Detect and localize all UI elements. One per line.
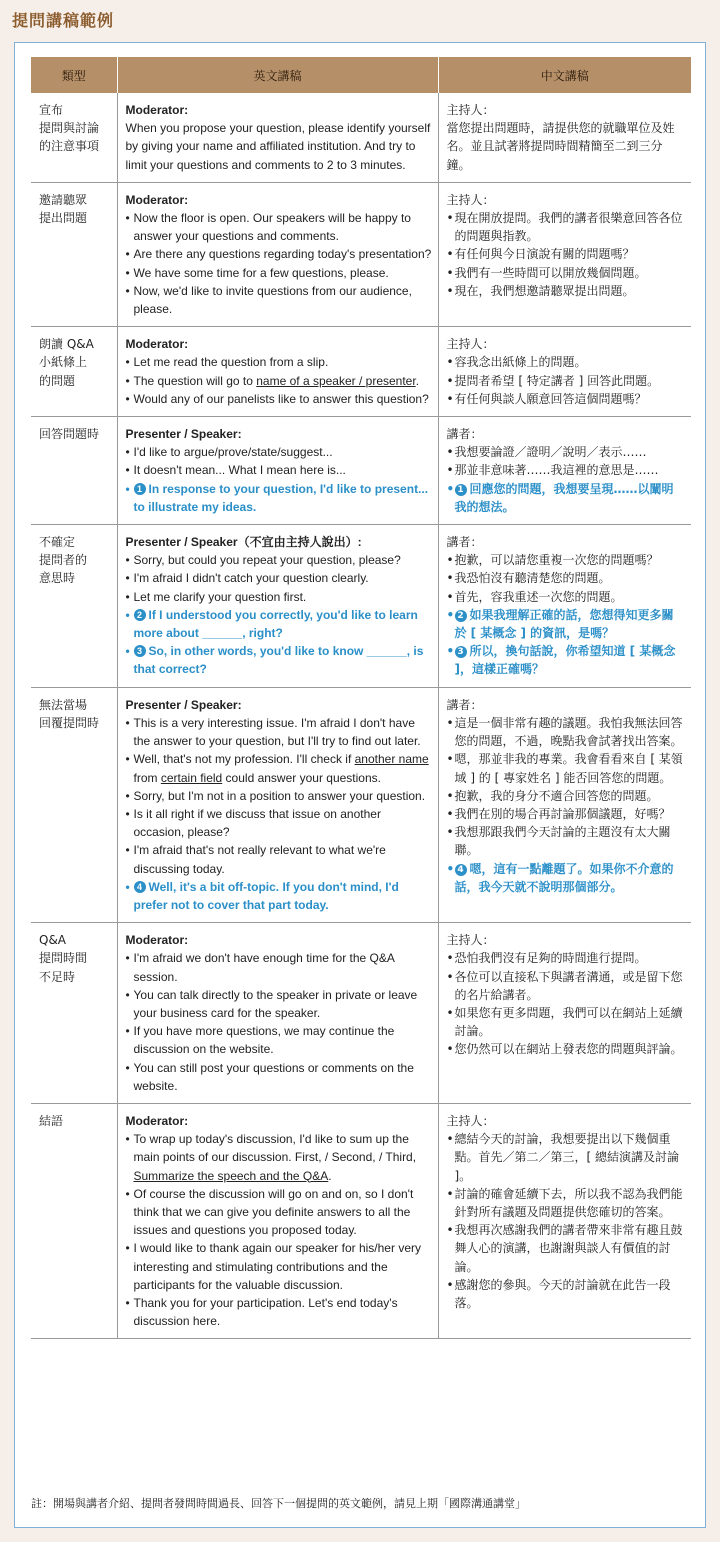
english-cell (117, 687, 438, 922)
chinese-cell (438, 1103, 691, 1338)
table-row (31, 182, 691, 326)
list-item: • 有任何與談人願意回答這個問題嗎？ (447, 390, 686, 408)
type-cell (31, 182, 117, 326)
speaker-label: 講者： (446, 535, 483, 550)
speaker-label: Presenter / Speaker（不宜由主持人說出）: (125, 535, 362, 550)
chinese-cell (438, 93, 691, 182)
list-item: • 現在開放提問。我們的講者很樂意回答各位的問題與指教。 (447, 209, 686, 245)
english-cell (117, 93, 438, 182)
type-line: 不確定 (39, 535, 76, 550)
chinese-cell (438, 182, 691, 326)
footnote: 註：開場與講者介紹、提問者發問時間過長、回答下一個提問的英文範例，請見上期「國際溝通講堂」 (31, 1497, 526, 1510)
number-badge: 3 (455, 646, 467, 658)
type-line: 回覆提問時 (39, 715, 100, 730)
type-line: 朗讀 Q&A (39, 337, 94, 352)
type-cell (31, 687, 117, 922)
highlight-item (447, 860, 686, 896)
table-row (31, 1103, 691, 1338)
type-cell (31, 93, 117, 182)
header-type: 類型 (31, 57, 117, 93)
list-item: • Let me clarify your question first. (126, 588, 432, 606)
type-line: 的問題 (39, 373, 76, 388)
table-row (31, 417, 691, 525)
list-item: • 抱歉，可以請您重複一次您的問題嗎？ (447, 551, 686, 569)
english-text: When you propose your question, please identify yourself by giving your name and affiliated institution. And try to limit your questions and comments to 2 to 3 minutes. (125, 121, 431, 172)
table-row (31, 525, 691, 688)
list-item: • 恐怕我們沒有足夠的時間進行提問。 (447, 949, 686, 967)
list-item: • It doesn't mean... What I mean here is... (126, 461, 432, 479)
list-item: • 您仍然可以在網站上發表您的問題與評論。 (447, 1040, 686, 1058)
english-cell (117, 923, 438, 1104)
list-item: • Would any of our panelists like to answer this question? (126, 390, 432, 408)
placeholder-text: name of a speaker / presenter (256, 373, 416, 388)
list-item: • 如果您有更多問題，我們可以在網站上延續討論。 (447, 1004, 686, 1040)
list-item: • This is a very interesting issue. I'm afraid I don't have the answer to your question, but I'll try to find out later. (126, 714, 432, 750)
speaker-label: Presenter / Speaker: (125, 697, 242, 712)
list-item: • Now the floor is open. Our speakers will be happy to answer your questions and comments. (126, 209, 432, 245)
list-item: • 感謝您的參與。今天的討論就在此告一段落。 (447, 1276, 686, 1312)
header-chinese: 中文講稿 (438, 57, 691, 93)
list-item: • 容我念出紙條上的問題。 (447, 353, 686, 371)
number-badge: 2 (134, 609, 146, 621)
speaker-label: 主持人： (446, 103, 495, 117)
chinese-cell (438, 327, 691, 417)
number-badge: 1 (455, 484, 467, 496)
text-part: Well, that's not my profession. I'll check if (133, 752, 355, 767)
content-frame (14, 42, 706, 1528)
number-badge: 3 (134, 645, 146, 657)
list-item: • 首先，容我重述一次您的問題。 (447, 588, 686, 606)
list-item: • Sorry, but I'm not in a position to answer your question. (126, 787, 432, 805)
type-cell (31, 923, 117, 1104)
highlight-text: In response to your question, I'd like to present... to illustrate my ideas. (133, 481, 429, 514)
type-cell (31, 327, 117, 417)
speaker-label: Moderator: (125, 933, 189, 948)
type-line: Q&A (39, 933, 67, 948)
type-line: 不足時 (39, 969, 76, 984)
header-english: 英文講稿 (117, 57, 438, 93)
placeholder-text: certain field (160, 770, 223, 785)
table-header-row (31, 57, 691, 93)
placeholder-text: Summarize the speech and the Q&A (133, 1168, 329, 1183)
speaker-label: 主持人： (446, 1113, 495, 1128)
speaker-label: 主持人： (446, 933, 495, 948)
type-cell (31, 525, 117, 688)
list-item: • 我想那跟我們今天討論的主題沒有太大關聯。 (447, 823, 686, 859)
list-item: • I'm afraid we don't have enough time for the Q&A session. (126, 949, 432, 985)
highlight-text: So, in other words, you'd like to know ______, is that correct? (133, 644, 424, 677)
list-item: • 各位可以直接私下與講者溝通，或是留下您的名片給講者。 (447, 968, 686, 1004)
number-badge: 2 (455, 610, 467, 622)
list-item: • We have some time for a few questions, please. (126, 264, 432, 282)
chinese-text: 當您提出問題時，請提供您的就職單位及姓名。並且試著將提問時間精簡至二到三分鐘。 (446, 121, 675, 172)
speech-script-table (31, 57, 691, 1339)
list-item: • 抱歉，我的身分不適合回答您的問題。 (447, 787, 686, 805)
list-item: • 討論的確會延續下去，所以我不認為我們能針對所有議題及問題提供您確切的答案。 (447, 1185, 686, 1221)
highlight-text: 如果我理解正確的話，您想得知更多關於 [ 某概念 ] 的資訊，是嗎？ (454, 607, 674, 641)
highlight-item (447, 480, 686, 516)
list-item: • Now, we'd like to invite questions from our audience, please. (126, 282, 432, 318)
english-cell (117, 327, 438, 417)
type-cell (31, 1103, 117, 1338)
list-item: • 嗯，那並非我的專業。我會看看來自 [ 某領域 ] 的 [ 專家姓名 ] 能否回答您的問題。 (447, 750, 686, 786)
text-part: To wrap up today's discussion, I'd like to sum up the main points of our discussion. First, / Second, / Third, (133, 1132, 417, 1165)
text-part: The question will go to (133, 373, 257, 388)
list-item: • 現在，我們想邀請聽眾提出問題。 (447, 282, 686, 300)
page-title: 提問講稿範例 (12, 11, 115, 30)
number-badge: 4 (455, 864, 467, 876)
highlight-text: 回應您的問題，我想要呈現……以闡明我的想法。 (454, 481, 674, 514)
type-line: 邀請聽眾 (39, 192, 88, 207)
highlight-text: Well, it's a bit off-topic. If you don't mind, I'd prefer not to cover that part today. (133, 879, 399, 912)
speaker-label: Presenter / Speaker: (125, 427, 242, 442)
speaker-label: Moderator: (125, 1113, 189, 1128)
list-item: • 總結今天的討論，我想要提出以下幾個重點。首先／第二／第三，[ 總結演講及討論 ]。 (447, 1130, 686, 1185)
text-part: . (328, 1168, 332, 1183)
list-item: • 我想要論證／證明／說明／表示…… (447, 443, 686, 461)
type-line: 意思時 (39, 571, 76, 586)
table-row (31, 687, 691, 922)
highlight-item (126, 606, 432, 642)
table-row (31, 327, 691, 417)
speaker-label: Moderator: (125, 192, 189, 207)
speaker-label: Moderator: (125, 103, 189, 117)
list-item: • Sorry, but could you repeat your question, please? (126, 551, 432, 569)
list-item (126, 750, 432, 786)
list-item: • I'm afraid that's not really relevant to what we're discussing today. (126, 841, 432, 877)
type-line: 提問者的 (39, 553, 88, 568)
table-row (31, 93, 691, 182)
number-badge: 1 (134, 483, 146, 495)
list-item: • I'm afraid I didn't catch your question clearly. (126, 569, 432, 587)
type-cell (31, 417, 117, 525)
list-item: • I would like to thank again our speaker for his/her very interesting and stimulating contributions and the participants for the valuable discussion. (126, 1239, 432, 1294)
number-badge: 4 (134, 881, 146, 893)
speaker-label: Moderator: (125, 337, 189, 352)
type-line: 提問時間 (39, 951, 88, 966)
list-item: • Are there any questions regarding today's presentation? (126, 245, 432, 263)
type-line: 回答問題時 (39, 427, 100, 442)
highlight-text: If I understood you correctly, you'd like to learn more about ______, right? (133, 607, 418, 641)
highlight-text: 嗯，這有一點離題了。如果你不介意的話，我今天就不說明那個部分。 (454, 861, 674, 894)
list-item: • You can talk directly to the speaker in private or leave your business card for the speaker. (126, 986, 432, 1022)
list-item: • 提問者希望 [ 特定講者 ] 回答此問題。 (447, 372, 686, 390)
english-cell (117, 525, 438, 688)
highlight-item (447, 642, 686, 678)
type-line: 小紙條上 (39, 355, 88, 370)
text-part: . (415, 373, 420, 388)
list-item: • 有任何與今日演說有關的問題嗎？ (447, 245, 686, 263)
speaker-label: 講者： (446, 427, 483, 442)
list-item: • 那並非意味著……我這裡的意思是…… (447, 461, 686, 479)
speaker-label: 講者： (446, 697, 483, 712)
list-item: • Thank you for your participation. Let's end today's discussion here. (126, 1294, 432, 1330)
text-part: could answer your questions. (222, 770, 381, 785)
chinese-cell (438, 417, 691, 525)
chinese-cell (438, 525, 691, 688)
list-item: • 我恐怕沒有聽清楚您的問題。 (447, 569, 686, 587)
list-item: • 我想再次感謝我們的講者帶來非常有趣且鼓舞人心的演講，也謝謝與談人有價值的討論。 (447, 1221, 686, 1276)
list-item: • 我們在別的場合再討論那個議題，好嗎？ (447, 805, 686, 823)
list-item (126, 372, 432, 390)
list-item: • You can still post your questions or comments on the website. (126, 1059, 432, 1095)
highlight-item (126, 480, 432, 516)
highlight-text: 所以，換句話說，你希望知道 [ 某概念 ]，這樣正確嗎？ (454, 644, 676, 677)
placeholder-text: another name (354, 752, 429, 767)
english-cell (117, 1103, 438, 1338)
text-part: from (133, 770, 161, 785)
speaker-label: 主持人： (446, 337, 495, 352)
list-item (126, 1130, 432, 1185)
list-item: • 這是一個非常有趣的議題。我怕我無法回答您的問題，不過，晚點我會試著找出答案。 (447, 714, 686, 750)
list-item: • Of course the discussion will go on and on, so I don't think that we can give you definite answers to all the issues and questions you proposed today. (126, 1185, 432, 1240)
highlight-item (126, 878, 432, 914)
english-cell (117, 182, 438, 326)
type-line: 宣布 (39, 103, 64, 117)
chinese-cell (438, 923, 691, 1104)
highlight-item (126, 642, 432, 678)
list-item: • Is it all right if we discuss that issue on another occasion, please? (126, 805, 432, 841)
type-line: 結語 (39, 1113, 64, 1128)
highlight-item (447, 606, 686, 642)
list-item: • I'd like to argue/prove/state/suggest... (126, 443, 432, 461)
type-line: 提問與討論 (39, 121, 100, 136)
type-line: 提出問題 (39, 211, 88, 226)
list-item: • Let me read the question from a slip. (126, 353, 432, 371)
speaker-label: 主持人： (446, 192, 495, 207)
english-cell (117, 417, 438, 525)
list-item: • If you have more questions, we may continue the discussion on the website. (126, 1022, 432, 1058)
type-line: 無法當場 (39, 697, 88, 712)
type-line: 的注意事項 (39, 139, 100, 154)
chinese-cell (438, 687, 691, 922)
list-item: • 我們有一些時間可以開放幾個問題。 (447, 264, 686, 282)
table-row (31, 923, 691, 1104)
